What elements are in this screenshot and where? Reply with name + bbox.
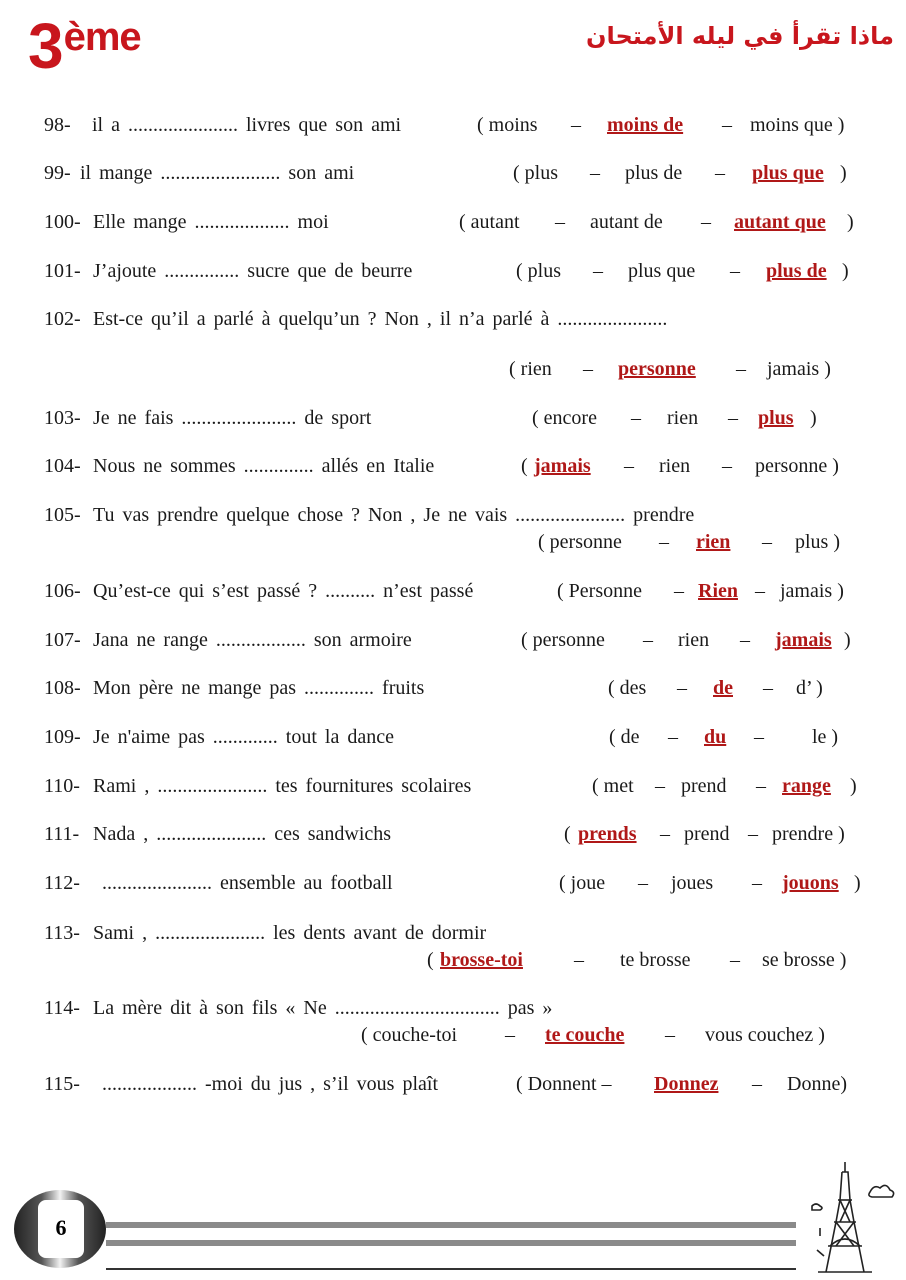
option-dash: – [590,162,600,184]
page-number-badge [14,1190,106,1268]
option-dash: – [722,114,732,136]
option-2: rien [678,629,710,651]
option-dash: – [574,949,584,971]
question-text: Nada , ...................... ces sandwichs [93,823,392,845]
options-row [0,354,906,384]
question-number: 101- [44,260,81,282]
option-close: ) [844,629,851,651]
option-3: jamais ) [767,358,831,380]
question-row [0,500,906,530]
option-2-answer: Rien [698,580,738,602]
option-close: ) [850,775,857,797]
question-text: Nous ne sommes .............. allés en Italie [93,455,435,477]
option-3: vous couchez ) [705,1024,825,1046]
question-row [0,576,906,606]
option-dash: – [730,260,740,282]
option-open: ( [521,455,528,477]
option-dash: – [659,531,669,553]
option-dash: – [730,949,740,971]
option-dash: – [752,872,762,894]
option-dash: – [722,455,732,477]
option-3: le ) [812,726,839,748]
option-3: plus ) [795,531,840,553]
question-text: il mange ........................ son ami [80,162,355,184]
grade-title [28,10,141,82]
option-3: d’ ) [796,677,823,699]
question-row [0,819,906,849]
option-dash: – [763,677,773,699]
question-text: La mère dit à son fils « Ne ................................. pas » [93,997,553,1019]
question-number: 115- [44,1073,80,1095]
option-1: ( Personne [557,580,642,602]
question-text: Je ne fais ....................... de sport [93,407,372,429]
option-1: ( de [609,726,640,748]
option-2-answer: te couche [545,1024,625,1046]
options-row [0,945,906,975]
question-text: ...................... ensemble au football [102,872,393,894]
question-text: Rami , ...................... tes fournitures scolaires [93,775,472,797]
options-row [0,527,906,557]
question-text: Je n'aime pas ............. tout la dance [93,726,394,748]
option-dash: – [555,211,565,233]
option-2: joues [671,872,714,894]
option-2: prend [681,775,727,797]
option-1-answer: brosse-toi [440,949,523,971]
option-1: ( plus [513,162,558,184]
option-2: te brosse [620,949,691,971]
question-row [0,625,906,655]
option-dash: – [736,358,746,380]
option-2: plus que [628,260,696,282]
option-2-answer: Donnez [654,1073,719,1095]
option-2: plus de [625,162,683,184]
option-dash: – [631,407,641,429]
option-1: ( couche-toi [361,1024,458,1046]
arabic-title: ماذا تقرأ في ليله الأمتحان [586,22,894,50]
question-number: 111- [44,823,80,845]
option-1: ( plus [516,260,561,282]
page-number: 6 [55,1215,67,1240]
option-3: prendre ) [772,823,845,845]
option-3: personne ) [755,455,839,477]
option-close: ) [842,260,849,282]
option-3: se brosse ) [762,949,847,971]
question-text: Elle mange ................... moi [93,211,329,233]
option-dash: – [571,114,581,136]
question-row [0,918,906,948]
option-1: ( rien [509,358,552,380]
question-number: 108- [44,677,81,699]
question-text: Qu’est-ce qui s’est passé ? .......... n’est passé [93,580,474,602]
question-text: Mon père ne mange pas .............. fruits [93,677,425,699]
question-number: 113- [44,922,80,944]
question-number: 104- [44,455,81,477]
question-number: 100- [44,211,81,233]
option-3-answer: jamais [775,629,832,651]
option-dash: – [655,775,665,797]
option-dash: – [668,726,678,748]
option-dash: – [755,580,765,602]
question-row [0,993,906,1023]
grade-number: 3 [28,10,63,82]
option-2: rien [659,455,691,477]
question-text: J’ajoute ............... sucre que de beurre [93,260,413,282]
option-dash: – [754,726,764,748]
option-close: ) [854,872,861,894]
option-1: ( personne [521,629,605,651]
question-row [0,868,906,898]
option-dash: – [505,1024,515,1046]
question-text: Tu vas prendre quelque chose ? Non , Je ne vais ...................... prendre [93,504,695,526]
option-1: ( met [592,775,634,797]
footer-bar-bottom [106,1240,796,1246]
option-2-answer: moins de [607,114,684,136]
option-dash: – [677,677,687,699]
option-dash: – [674,580,684,602]
question-number: 105- [44,504,81,526]
option-1: ( moins [477,114,538,136]
question-row [0,207,906,237]
question-number: 106- [44,580,81,602]
question-number: 99- [44,162,71,184]
option-3-answer: plus [758,407,794,429]
eiffel-tower-icon [800,1160,900,1275]
question-number: 107- [44,629,81,651]
option-1-answer: prends [578,823,637,845]
option-dash: – [583,358,593,380]
question-row [0,256,906,286]
option-1: ( des [608,677,647,699]
question-number: 102- [44,308,81,330]
question-text: ................... -moi du jus , s’il vous plaît [102,1073,438,1095]
question-row [0,451,906,481]
question-row [0,158,906,188]
option-2-answer: de [713,677,733,699]
option-3: jamais ) [780,580,844,602]
question-number: 114- [44,997,80,1019]
footer-bar-top [106,1222,796,1228]
option-1: ( Donnent – [516,1073,612,1095]
option-3-answer: plus que [752,162,824,184]
option-3-answer: plus de [766,260,827,282]
question-text: Sami , ...................... les dents avant de dormir [93,922,487,944]
option-close: ) [847,211,854,233]
question-row [0,771,906,801]
question-row [0,304,906,334]
option-2: rien [667,407,699,429]
question-number: 112- [44,872,80,894]
option-dash: – [752,1073,762,1095]
question-number: 109- [44,726,81,748]
option-dash: – [701,211,711,233]
option-2-answer: personne [618,358,696,380]
question-row [0,1069,906,1099]
option-1-answer: jamais [534,455,591,477]
options-row [0,1020,906,1050]
option-3-answer: jouons [782,872,839,894]
option-dash: – [762,531,772,553]
question-row [0,110,906,140]
option-dash: – [740,629,750,651]
question-row [0,673,906,703]
option-3-answer: autant que [734,211,826,233]
question-number: 110- [44,775,80,797]
question-text: Est-ce qu’il a parlé à quelqu’un ? Non , il n’a parlé à ...................... [93,308,668,330]
question-text: Jana ne range .................. son armoire [93,629,412,651]
option-dash: – [660,823,670,845]
option-dash: – [593,260,603,282]
option-dash: – [715,162,725,184]
option-2: prend [684,823,730,845]
option-close: ) [840,162,847,184]
page-number-frame [38,1200,84,1258]
option-3: Donne) [787,1073,847,1095]
option-2-answer: rien [696,531,731,553]
question-number: 103- [44,407,81,429]
option-close: ) [810,407,817,429]
option-1: ( joue [559,872,606,894]
option-dash: – [624,455,634,477]
option-dash: – [638,872,648,894]
question-number: 98- [44,114,71,136]
option-dash: – [728,407,738,429]
grade-suffix: ème [63,15,141,59]
option-1: ( autant [459,211,520,233]
option-dash: – [748,823,758,845]
option-open: ( [564,823,571,845]
option-3-answer: range [782,775,831,797]
option-3: moins que ) [750,114,845,136]
option-dash: – [756,775,766,797]
option-1: ( personne [538,531,622,553]
option-dash: – [665,1024,675,1046]
footer-rule [106,1268,796,1270]
option-2-answer: du [704,726,727,748]
option-open: ( [427,949,434,971]
question-text: il a ...................... livres que son ami [92,114,402,136]
option-2: autant de [590,211,663,233]
question-row [0,722,906,752]
option-dash: – [643,629,653,651]
option-1: ( encore [532,407,597,429]
question-row [0,403,906,433]
